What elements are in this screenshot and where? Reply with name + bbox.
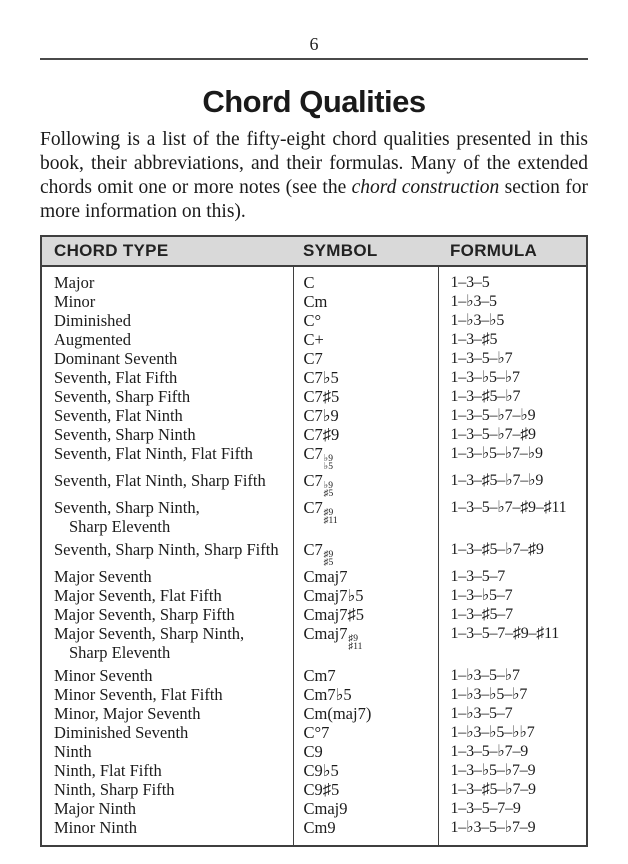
formula-cell: 1–3–♯5–7 <box>438 605 586 624</box>
page-title: Chord Qualities <box>202 84 426 119</box>
chord-type-line2: Sharp Eleventh <box>69 517 171 536</box>
table-row <box>42 311 586 330</box>
chord-type-cell: Seventh, Sharp Ninth, Sharp Fifth <box>54 540 279 559</box>
symbol-accidental-stack: ♯9 ♯11 <box>323 508 338 526</box>
formula-cell: 1–3–♭5–♭7–♭9 <box>438 444 586 471</box>
table-row <box>42 444 586 471</box>
table-row <box>42 349 586 368</box>
formula-cell: 1–3–♯5 <box>438 330 586 349</box>
symbol-cell: C9 <box>293 742 438 761</box>
symbol-cell: Cm <box>293 292 438 311</box>
symbol-cell: C7 <box>293 349 438 368</box>
formula-cell: 1–♭3–♭5–♭7 <box>438 685 586 704</box>
formula-cell: 1–3–5–7–9 <box>438 799 586 818</box>
formula-cell: 1–3–5–7–♯9–♯11 <box>438 624 586 666</box>
table-row <box>42 292 586 311</box>
chord-type-line2: Sharp Eleventh <box>69 643 171 662</box>
chord-table <box>40 235 588 847</box>
formula-cell: 1–3–5 <box>438 267 586 292</box>
intro-paragraph <box>40 128 588 224</box>
table-row <box>42 267 586 292</box>
table-row <box>42 330 586 349</box>
symbol-cell: C9♯5 <box>293 780 438 799</box>
formula-cell: 1–3–♯5–♭7–9 <box>438 780 586 799</box>
formula-cell: 1–♭3–♭5–♭♭7 <box>438 723 586 742</box>
chord-type-cell: Minor <box>54 292 96 311</box>
formula-cell: 1–3–♯5–♭7 <box>438 387 586 406</box>
table-row <box>42 799 586 818</box>
table-row <box>42 761 586 780</box>
chord-type-cell: Dominant Seventh <box>54 349 178 368</box>
column-header-chord-type: CHORD TYPE <box>54 241 169 260</box>
formula-cell: 1–♭3–5–7 <box>438 704 586 723</box>
table-row <box>42 406 586 425</box>
symbol-cell: Cm7♭5 <box>293 685 438 704</box>
chord-table-grid <box>42 267 586 845</box>
chord-type-cell: Seventh, Flat Ninth, Flat Fifth <box>54 444 253 463</box>
chord-type-cell: Seventh, Flat Fifth <box>54 368 178 387</box>
intro-text-after: section for more information on this). <box>40 177 588 222</box>
chord-type-cell: Major Ninth <box>54 799 137 818</box>
symbol-cell: C7 ♭9 ♯5 <box>293 471 438 498</box>
formula-cell: 1–♭3–5–♭7 <box>438 666 586 685</box>
symbol-cell: C+ <box>293 330 438 349</box>
table-row <box>42 818 586 845</box>
symbol-accidental-stack: ♯9 ♯5 <box>323 550 334 568</box>
formula-cell: 1–3–5–7 <box>438 567 586 586</box>
top-rule <box>40 58 588 60</box>
symbol-cell: Cmaj7 <box>293 567 438 586</box>
table-row <box>42 387 586 406</box>
symbol-cell: C7♯5 <box>293 387 438 406</box>
symbol-cell: Cm7 <box>293 666 438 685</box>
chord-type-cell: Minor, Major Seventh <box>54 704 201 723</box>
table-row <box>42 471 586 498</box>
formula-cell: 1–3–♭5–7 <box>438 586 586 605</box>
table-row <box>42 780 586 799</box>
chord-type-cell: Minor Ninth <box>54 818 137 837</box>
symbol-cell: C°7 <box>293 723 438 742</box>
chord-type-cell: Major Seventh, Sharp Ninth, Sharp Eleventh <box>42 624 293 666</box>
table-header-row <box>42 237 586 267</box>
table-row <box>42 605 586 624</box>
symbol-accidental-stack: ♯9 ♯11 <box>348 634 363 652</box>
symbol-cell: C7♭9 <box>293 406 438 425</box>
table-row <box>42 540 586 567</box>
table-row <box>42 685 586 704</box>
table-row <box>42 498 586 540</box>
symbol-cell: Cm9 <box>293 818 438 845</box>
table-row <box>42 567 586 586</box>
table-row <box>42 586 586 605</box>
symbol-cell: C° <box>293 311 438 330</box>
chord-type-cell: Diminished <box>54 311 131 330</box>
symbol-cell: Cm(maj7) <box>293 704 438 723</box>
formula-cell: 1–3–5–♭7–9 <box>438 742 586 761</box>
formula-cell: 1–3–5–♭7–♯9–♯11 <box>438 498 586 540</box>
chord-type-cell: Seventh, Sharp Fifth <box>54 387 191 406</box>
table-row <box>42 723 586 742</box>
symbol-cell: C9♭5 <box>293 761 438 780</box>
symbol-cell: Cmaj9 <box>293 799 438 818</box>
chord-type-cell: Minor Seventh <box>54 666 153 685</box>
chord-type-cell: Minor Seventh, Flat Fifth <box>54 685 223 704</box>
table-row <box>42 666 586 685</box>
intro-italic-text: chord construction <box>351 177 500 198</box>
formula-cell: 1–3–♯5–♭7–♯9 <box>438 540 586 567</box>
column-header-formula: FORMULA <box>450 241 538 260</box>
symbol-cell: C7♭5 <box>293 368 438 387</box>
symbol-accidental-stack: ♭9 ♯5 <box>323 481 334 499</box>
table-row <box>42 425 586 444</box>
symbol-cell: C7 ♯9 ♯11 <box>293 498 438 540</box>
formula-cell: 1–3–5–♭7–♯9 <box>438 425 586 444</box>
symbol-accidental-stack: ♭9 ♭5 <box>323 454 333 472</box>
formula-cell: 1–3–5–♭7–♭9 <box>438 406 586 425</box>
chord-type-cell: Diminished Seventh <box>54 723 189 742</box>
formula-cell: 1–♭3–♭5 <box>438 311 586 330</box>
chord-type-cell: Ninth <box>54 742 92 761</box>
symbol-cell: C <box>293 267 438 292</box>
symbol-cell: Cmaj7♭5 <box>293 586 438 605</box>
table-row <box>42 742 586 761</box>
table-row <box>42 704 586 723</box>
formula-cell: 1–3–5–♭7 <box>438 349 586 368</box>
table-row <box>42 368 586 387</box>
column-header-symbol: SYMBOL <box>303 241 378 260</box>
formula-cell: 1–♭3–5 <box>438 292 586 311</box>
chord-type-cell: Ninth, Sharp Fifth <box>54 780 175 799</box>
formula-cell: 1–3–♯5–♭7–♭9 <box>438 471 586 498</box>
symbol-cell: C7 ♯9 ♯5 <box>293 540 438 567</box>
chord-type-cell: Major Seventh, Sharp Fifth <box>54 605 235 624</box>
chord-type-cell: Seventh, Sharp Ninth <box>54 425 196 444</box>
page-number: 6 <box>309 34 319 54</box>
chord-type-cell: Seventh, Flat Ninth <box>54 406 183 425</box>
table-row <box>42 624 586 666</box>
chord-type-cell: Major Seventh <box>54 567 152 586</box>
chord-type-cell: Seventh, Flat Ninth, Sharp Fifth <box>54 471 266 490</box>
intro-text-before: Following is a list of the fifty-eight chord qualities presented in this book, their abbreviations, and their formulas. Many of the extended chords omit one or more notes (see the <box>40 129 588 198</box>
symbol-cell: Cmaj7 ♯9 ♯11 <box>293 624 438 666</box>
chord-type-cell: Major <box>54 273 95 292</box>
chord-type-cell: Ninth, Flat Fifth <box>54 761 162 780</box>
formula-cell: 1–3–♭5–♭7–9 <box>438 761 586 780</box>
chord-type-cell: Seventh, Sharp Ninth, Sharp Eleventh <box>42 498 293 540</box>
formula-cell: 1–♭3–5–♭7–9 <box>438 818 586 845</box>
symbol-cell: C7♯9 <box>293 425 438 444</box>
symbol-cell: Cmaj7♯5 <box>293 605 438 624</box>
symbol-cell: C7 ♭9 ♭5 <box>293 444 438 471</box>
chord-type-cell: Augmented <box>54 330 131 349</box>
formula-cell: 1–3–♭5–♭7 <box>438 368 586 387</box>
chord-type-cell: Major Seventh, Flat Fifth <box>54 586 222 605</box>
chord-table-body <box>42 267 586 845</box>
